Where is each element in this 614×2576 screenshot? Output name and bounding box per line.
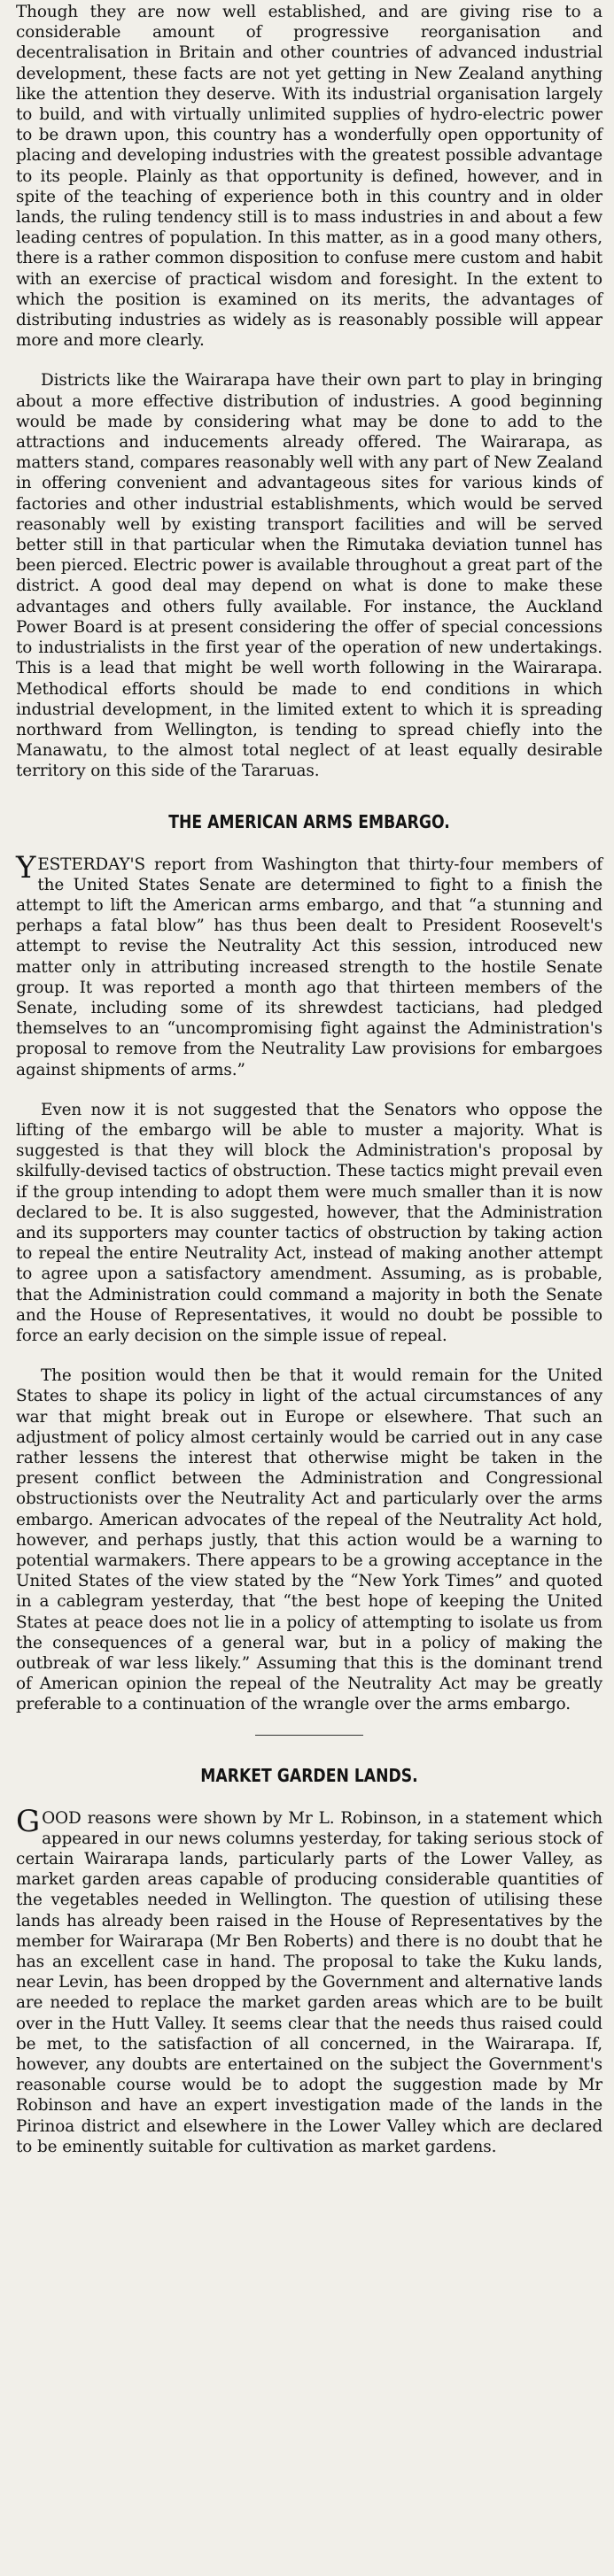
body-paragraph: The position would then be that it would remain for the United States to shape its policy in light of the actual circumstances of any war that might break out in Europe or elsewhere. That such an adjustment of policy almost certainly would be carried out in any case rather lessens the interest that otherwise might be taken in the present conflict between the Administration and Congressional obstructionists over the Neutrality Act and particularly over the arms embargo. American advocates of the repeal of the Neutrality Act hold, however, and perhaps justly, that this action would be a warning to potential warmakers. There appears to be a growing acceptance in the United States of the view stated by the “New York Times” and quoted in a cablegram yesterday, that “the best hope of keeping the United States at peace does not lie in a policy of attempting to isolate us from the consequences of a general war, but in a policy of making the outbreak of war less likely.” Assuming that this is the dominant trend of American opinion the repeal of the Neutrality Act may be greatly preferable to a continuation of the wrangle over the arms embargo. <box>16 1366 602 1714</box>
body-paragraph: Though they are now well established, and are giving rise to a considerable amount of progressive reorganisation and decentralisation in Britain and other countries of advanced industrial development, these facts are not yet getting in New Zealand anything like the attention they deserve. With its industrial organisation largely to build, and with virtually unlimited supplies of hydro-electric power to be drawn upon, this country has a wonderfully open opportunity of placing and developing industries with the greatest possible advantage to its people. Plainly as that opportunity is defined, however, and in spite of the teaching of experience both in this country and in older lands, the ruling tendency still is to mass industries in and about a few leading centres of population. In this matter, as in a good many others, there is a rather common disposition to confuse mere custom and habit with an exercise of practical wisdom and foresight. In the extent to which the position is examined on its merits, the advantages of distributing industries as widely as is reasonably possible will appear more and more clearly. <box>16 3 602 351</box>
body-paragraph: Districts like the Wairarapa have their own part to play in bringing about a more effective distribution of industries. A good beginning would be made by considering what may be done to add to the attractions and inducements already offered. The Wairarapa, as matters stand, compares reasonably well with any part of New Zealand in offering convenient and advantageous sites for various kinds of factories and other industrial establishments, which would be served reasonably well by existing transport facilities and will be served better still in that particular when the Rimutaka deviation tunnel has been pierced. Electric power is available throughout a great part of the district. A good deal may depend on what is done to make these advantages and others fully available. For instance, the Auckland Power Board is at present considering the offer of special concessions to industrialists in the first year of the operation of new undertakings. This is a lead that might be well worth following in the Wairarapa. Methodical efforts should be made to end conditions in which industrial development, in the limited extent to which it is spreading northward from Wellington, is tending to spread chiefly into the Manawatu, to the almost total neglect of at least equally desirable territory on this side of the Tararuas. <box>16 371 602 781</box>
article-arms-embargo <box>16 811 602 1736</box>
body-paragraph: Even now it is not suggested that the Senators who oppose the lifting of the embargo will be able to muster a majority. What is suggested is that they will block the Administration's proposal by skilfully-devised tactics of obstruction. These tactics might prevail even if the group intending to adopt them were much smaller than it is now declared to be. It is also suggested, however, that the Administration and its supporters may counter tactics of obstruction by taking action to repeal the entire Neutrality Act, instead of making another attempt to agree upon a satisfactory amendment. Assuming, as is probable, that the Administration could command a majority in both the Senate and the House of Representatives, it would no doubt be possible to force an early decision on the simple issue of repeal. <box>16 1100 602 1345</box>
lead-text: OOD reasons were shown by Mr L. Robinson, in a statement which appeared in our news columns yesterday, for taking serious stock of certain Wairarapa lands, particularly parts of the Lower Valley, as market garden areas capable of producing considerable quantities of the vegetables needed in Wellington. The question of utilising these lands has already been raised in the House of Representatives by the member for Wairarapa (Mr Ben Roberts) and there is no doubt that he has an excellent case in hand. The proposal to take the Kuku lands, near Levin, has been dropped by the Government and alternative lands are needed to replace the market garden areas which are to be built over in the Hutt Valley. It seems clear that the needs thus raised could be met, to the satisfaction of all concerned, in the Wairarapa. If, however, any doubts are entertained on the subject the Government's reasonable course would be to adopt the suggestion made by Mr Robinson and have an expert investigation made of the lands in the Pirinoa district and elsewhere in the Lower Valley which are declared to be eminently suitable for cultivation as market gardens. <box>16 1808 602 2156</box>
drop-cap: Y <box>16 849 36 886</box>
drop-cap: G <box>16 1803 41 1839</box>
section-divider <box>255 1735 363 1736</box>
lead-paragraph <box>16 849 602 1080</box>
article-market-garden <box>16 1765 602 2157</box>
lead-paragraph <box>16 1803 602 2157</box>
article-industrial-distribution <box>16 2 602 782</box>
headline-arms-embargo: THE AMERICAN ARMS EMBARGO. <box>168 810 450 832</box>
headline-market-garden: MARKET GARDEN LANDS. <box>200 1764 418 1786</box>
lead-text: ESTERDAY'S report from Washington that thirty-four members of the United States Senate are determined to fight to a finish the attempt to lift the American arms embargo, and that “a stunning and perhaps a fatal blow” has thus been dealt to President Roosevelt's attempt to revise the Neutrality Act this session, introduced new matter only in attributing increased strength to the hostile Senate group. It was reported a month ago that thirteen members of the Senate, including some of its shrewdest tacticians, had pledged themselves to an “uncompromising fight against the Administration's proposal to remove from the Neutrality Law provisions for embargoes against shipments of arms.” <box>16 855 602 1079</box>
